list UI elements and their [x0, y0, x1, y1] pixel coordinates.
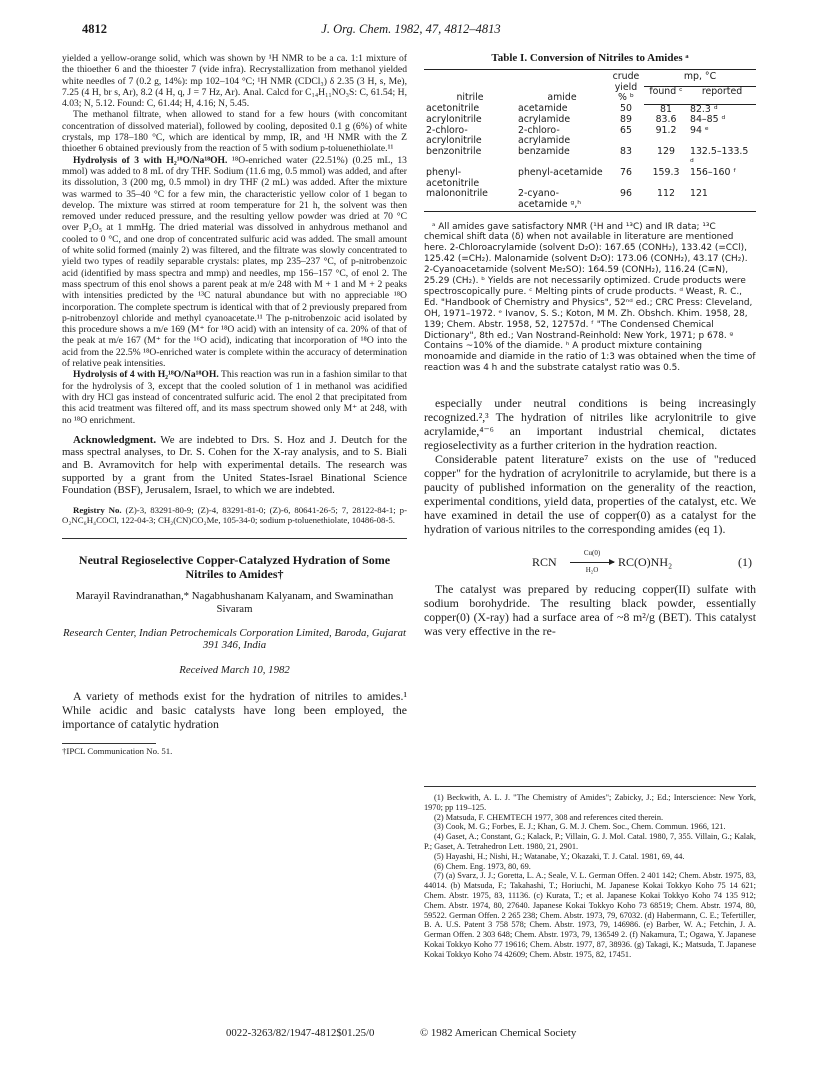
- cell-reported: 132.5–133.5 ᵈ: [690, 145, 749, 168]
- cell-reported: 121: [690, 188, 708, 200]
- eq-reactant: RCN: [532, 555, 557, 570]
- cell-reported: 84–85 ᵈ: [690, 114, 726, 126]
- cell-amide: phenyl-acetamide: [518, 167, 603, 179]
- references: [424, 786, 756, 960]
- cell-nitrile: 2-chloro-acrylonitrile: [426, 124, 482, 147]
- table-header-row: [424, 70, 756, 87]
- registry-paragraph: [62, 505, 407, 526]
- reference-item: (5) Hayashi, H.; Nishi, H.; Watanabe, Y.; Okazaki, T. J. Catal. 1981, 69, 44.: [434, 851, 685, 861]
- journal-citation: J. Org. Chem. 1982, 47, 4812–4813: [321, 22, 501, 36]
- body-paragraph-3: The catalyst was prepared by reducing copper(II) sulfate with sodium borohydride. The resulting black powder, essentially copper(0) (X-ray) had a surface area of ~8 m²/g (BET). This catalyst was very effective in the re-: [424, 582, 756, 639]
- cell-nitrile: malononitrile: [426, 188, 488, 200]
- table-notes-text: ᵃ All amides gave satisfactory NMR (¹H and ¹³C) and IR data; ¹³C chemical shift data (δ) when not available in literature are mentioned here. 2-Chloroacrylamide (solvent D₂O): 167.65 (CONH₂), 133.42 (=CCl), 125.42 (=CH₂). Malonamide (solvent D₂O): 173.06 (CONH₂), 43.17 (CH₂). 2-Cyanoacetamide (solvent Me₂SO): 164.59 (CONH₂), 116.24 (C≡N), 25.29 (CH₂). ᵇ Yields are not necessarily optimized. Crude products were spectroscopically pure. ᶜ Melting pints of crude products. ᵈ Weast, R. C., Ed. "Handbook of Chemistry and Physics", 52ⁿᵈ ed.; CRC Press: Cleveland, OH, 1971–1972. ᵉ Ivanov, S. S.; Koton, M M. Zh. Obshch. Khim. 1958, 28, 139; Chem. Abstr. 1958, 52, 12757d. ᶠ "The Condensed Chemical Dictionary", 8th ed.; Van Nostrand-Reinhold: New York, 1971; p 678. ᵍ Contains ~10% of the diamide. ʰ A product mixture containing monoamide and diamide in the ratio of 1:3 was obtained when the time of reaction was 4 h and the substrate catalyst ratio was 0.5.: [424, 221, 756, 374]
- eq-product: RC(O)NH₂: [618, 555, 673, 570]
- received-date: Received March 10, 1982: [179, 664, 290, 677]
- cell-reported: 82.3 ᵈ: [690, 103, 718, 115]
- cell-amide: acetamide: [518, 103, 568, 115]
- acknowledgment-text: We are indebted to Drs. S. Hoz and J. Deutch for the mass spectral analyses, to Dr. S. Cohen for the X-ray analysis, and to S. Biali and B. Avramovitch for help with experimental details. The research was supported by a grant from the United States-Israel Binational Science Foundation (BSF), Jerusalem, Israel, to which we are indebted.: [62, 433, 407, 497]
- table-row: [424, 168, 756, 189]
- cell-amide: acrylamide: [518, 114, 571, 126]
- cell-reported: 94 ᵉ: [690, 124, 709, 136]
- cell-amide: 2-chloro-acrylamide: [518, 124, 571, 147]
- cell-nitrile: acetonitrile: [426, 103, 480, 115]
- experimental-paragraph: yielded a yellow-orange solid, which was shown by ¹H NMR to be a ca. 1:1 mixture of the thioether 6 and the thioester 7 (vide infra). Recrystallization from methanol yielded white needles of 7 (0.2 g, 14%): mp 102–104 °C; ¹H NMR (CDCl₃) δ 2.35 (3 H, s, Me), 7.25 (4 H, br s, Ar), 8.2 (4 H, q, J = 7 Hz, Ar). Anal. Calcd for C₁₄H₁₁NO₃S: C, 61.54; H, 4.03; N, 5.12. Found: C, 61.44; H, 4.16; N, 5.45.: [62, 53, 407, 110]
- reaction-arrow: [570, 548, 614, 576]
- reference-item: (3) Cook, M. G.; Forbes, E. J.; Khan, G. M. J. Chem. Soc., Chem. Commun. 1966, 121.: [434, 822, 726, 832]
- footnote-divider: [62, 743, 156, 744]
- methanol-filtrate-paragraph: The methanol filtrate, when allowed to stand for a few hours (with concomitant concentration of dissolved material), followed by cooling, deposited 0.1 g (6%) of white crystals, mp 178–180 °C, which are identical by mmp, IR, and ¹H NMR with the Z thioether 6 obtained previously from the reaction of 5 with sodium p-toluenethiolate.¹¹: [62, 109, 407, 155]
- arrow-line-icon: [570, 562, 614, 563]
- cell-found: 91.2: [655, 124, 677, 136]
- table-row: [424, 189, 756, 211]
- col-amide: amide: [516, 70, 608, 104]
- table-row: [424, 147, 756, 168]
- cell-nitrile: phenyl-acetonitrile: [426, 167, 480, 189]
- hydrolysis-4-text: This reaction was run in a fashion similar to that for the hydrolysis of 3, except that the cooled solution of 1 in methanol was acidified with dry HCl gas instead of concentrated sulfuric acid. The enol 2 that precipitated from this acid treatment was filtered off, and its mass spectrum showed only M⁺ at 248, with no ¹⁸O enrichment.: [62, 369, 407, 426]
- hydrolysis-3-text: ¹⁸O-enriched water (22.51%) (0.25 mL, 13 mmol) was added to 8 mL of dry THF. Sodium (11.6 mg, 0.5 mmol) was added, and after its dissolution, 3 (200 mg, 0.5 mmol) in dry THF (2 mL) was added. After the mixture was warmed to 35–40 °C for a few min, the characteristic yellow color of 1 began to develop. The mixture was stirred at room temperature for 21 h, the solvent was then removed under reduced pressure, and the resulting yellow powder was dried at 70 °C over P₂O₅ at 1 mmHg. The dried material was dissolved in anhydrous methanol and cooled to 0 °C, and one drop of concentrated sulfuric acid was added. The small amount of white solid formed (mainly 2) was filtered, and the filtrate was slowly concentrated to yield two types of readily separable crystals: plates, mp 235–237 °C, of p-nitrobenzoic acid (identified by mass spectra and mmp) and needles, mp 156–157 °C, of enol 2. The mass spectrum of this enol shows a parent peak at m/e 248 with M + 1 and M + 2 peaks with intensities predicted by the ¹³C natural abundance but with no appreciable ¹⁸O incorporation. The complete spectrum is identical with that of 2 previously prepared from p-nitrobenzoyl chloride and methyl cyanoacetate.¹¹ The p-nitrobenzoic acid isolated by this procedure shows a m/e 169 (M⁺ for ¹⁸O acid) with an intensity of ca. 20% of that of the peak at m/e 167 (M⁺ for the ¹⁶O acid), indicating that incorporation of ¹⁸O into the acid from the 22.5% ¹⁸O-enriched water is complete within the accuracy of determination of relative peak intensities.: [62, 154, 407, 370]
- cell-reported: 156–160 ᶠ: [690, 167, 737, 179]
- acknowledgment-heading: Acknowledgment.: [73, 433, 157, 446]
- footnote: †IPCL Communication No. 51.: [62, 746, 173, 757]
- col-found: found ᶜ: [644, 87, 688, 104]
- cell-nitrile: acrylonitrile: [426, 114, 482, 126]
- eq-number: (1): [738, 555, 752, 570]
- eq-solvent: H₂O: [585, 565, 599, 574]
- hydrolysis-3-paragraph: [62, 155, 407, 370]
- cell-found: 112: [657, 188, 675, 200]
- article-code: 0022-3263/82/1947-4812$01.25/0: [226, 1027, 375, 1039]
- right-column: [424, 53, 756, 638]
- equation-1: [424, 542, 756, 576]
- col-nitrile: nitrile: [424, 70, 516, 104]
- reference-item: (2) Matsuda, F. CHEMTECH 1977, 308 and references cited therein.: [434, 812, 664, 822]
- registry-text: (Z)-3, 83291-80-9; (Z)-4, 83291-81-0; (Z)-6, 80641-26-5; 7, 28122-84-1; p-O₂NC₆H₄COCl, 122-04-3; CH₂(CN)CO₂Me, 105-34-0; sodium p-toluenethiolate, 10486-08-5.: [62, 504, 407, 526]
- nitriles-table: [424, 69, 756, 211]
- registry-heading: Registry No.: [73, 504, 122, 515]
- cell-yield: 50: [620, 103, 632, 115]
- article-affiliation: Research Center, Indian Petrochemicals Corporation Limited, Baroda, Gujarat 391 346, India: [62, 626, 407, 652]
- hydrolysis-4-paragraph: [62, 369, 407, 425]
- hydrolysis-4-heading: Hydrolysis of 4 with H₂¹⁸O/Na¹⁸OH.: [73, 369, 219, 381]
- page-number: 4812: [82, 22, 107, 36]
- hydrolysis-3-heading: Hydrolysis of 3 with H₂¹⁸O/Na¹⁸OH.: [73, 154, 228, 166]
- cell-found: 129: [657, 145, 675, 157]
- body-paragraph-1: especially under neutral conditions is being increasingly recognized.²,³ The hydration of nitriles like acrylonitrile to give acrylamide,⁴⁻⁶ an important industrial chemical, dictates regioselectivity as a further criterion in the hydration reaction.: [424, 396, 756, 453]
- cell-nitrile: benzonitrile: [426, 145, 482, 157]
- reference-item: (4) Gaset, A.; Constant, G.; Kalack, P.; Villain, G. J. Mol. Catal. 1980, 7, 355. Villain, G.; Kalak, P.; Gaset, A. Tetrahedron Lett. 1980, 21, 2901.: [424, 832, 756, 851]
- cell-amide: 2-cyano-acetamide ᵍ,ʰ: [518, 188, 582, 210]
- reference-item: (7) (a) Svarz, J. J.; Goretta, L. A.; Seale, V. L. German Offen. 2 401 142; Chem. Abstr. 1975, 83, 44014. (b) Matsuda, F.; Takahashi, T.; Horiuchi, M. Japanese Kokai Tokkyo Koho 75 14 621; Chem. Abstr. 1975, 83, 11136. (c) Kurata, T.; et al. Japanese Kokai Tokkyo Koho 74 135 912; Chem. Abstr. 1974, 80, 27640. Japanese Kokai Tokkyo Koho 73 68519; Chem. Abstr. 1974, 80, 59522. German Offen. 2 265 238; Chem. Abstr. 1973, 79, 67032. (d) Habermann, C. E.; Tefertiller, B. A. U.S. Patent 3 758 578; Chem. Abstr. 1973, 79, 146986. (e) Barber, W. A.; Fetchin, J. A. German Offen. 2 303 648; Chem. Abstr. 1973, 79, 136549 2. (f) Nakamura, T.; Ogawa, Y. Japanese Kokai Tokkyo Koho 77 19616; Chem. Abstr. 1977, 87, 38936. (g) Takagi, K.; Matsuda, T. Japanese Kokai Tokkyo Koho 74 42609; Chem. Abstr. 1975, 82, 17451.: [424, 871, 756, 959]
- col-yield: crude yield % ᵇ: [608, 70, 644, 104]
- article-intro: A variety of methods exist for the hydration of nitriles to amides.¹ While acidic and basic catalysts have long been employed, the importance of catalytic hydration: [62, 689, 407, 732]
- table-footnotes: [424, 222, 756, 375]
- copyright-notice: © 1982 American Chemical Society: [420, 1027, 577, 1039]
- body-paragraph-2: Considerable patent literature⁷ exists on the use of "reduced copper" for the hydration of acrylonitrile to acrylamide, but there is a paucity of published information on the generality of the reaction, experimental conditions, yield data, properties of the catalyst, etc. We have examined in detail the use of copper(0) as a catalyst for the hydration of various nitriles to the corresponding amides (eq 1).: [424, 452, 756, 537]
- cell-yield: 96: [620, 188, 632, 200]
- cell-found: 81: [660, 103, 672, 115]
- reference-item: (1) Beckwith, A. L. J. "The Chemistry of Amides"; Zabicky, J.; Ed.; Interscience: New York, 1970; pp 119–125.: [424, 793, 756, 812]
- table-row: [424, 126, 756, 147]
- table-title: Table I. Conversion of Nitriles to Amides ᵃ: [491, 52, 689, 64]
- cell-yield: 65: [620, 124, 632, 136]
- cell-found: 83.6: [655, 114, 677, 126]
- cell-yield: 83: [620, 145, 632, 157]
- left-column: [62, 53, 407, 758]
- cell-amide: benzamide: [518, 145, 570, 157]
- article-title: Neutral Regioselective Copper-Catalyzed Hydration of Some Nitriles to Amides†: [78, 552, 391, 581]
- col-mp: mp, °C: [644, 70, 756, 87]
- cell-yield: 89: [620, 114, 632, 126]
- col-reported: reported: [688, 87, 756, 104]
- eq-catalyst: Cu(0): [583, 549, 601, 558]
- page-header: [82, 22, 740, 38]
- references-divider: [424, 786, 756, 787]
- acknowledgment-paragraph: [62, 434, 407, 497]
- cell-found: 159.3: [652, 167, 680, 179]
- article-authors: Marayil Ravindranathan,* Nagabhushanam Kalyanam, and Swaminathan Sivaram: [75, 589, 394, 615]
- cell-yield: 76: [620, 167, 632, 179]
- reference-item: (6) Chem. Eng. 1973, 80, 69.: [434, 861, 531, 871]
- section-divider: [62, 538, 407, 539]
